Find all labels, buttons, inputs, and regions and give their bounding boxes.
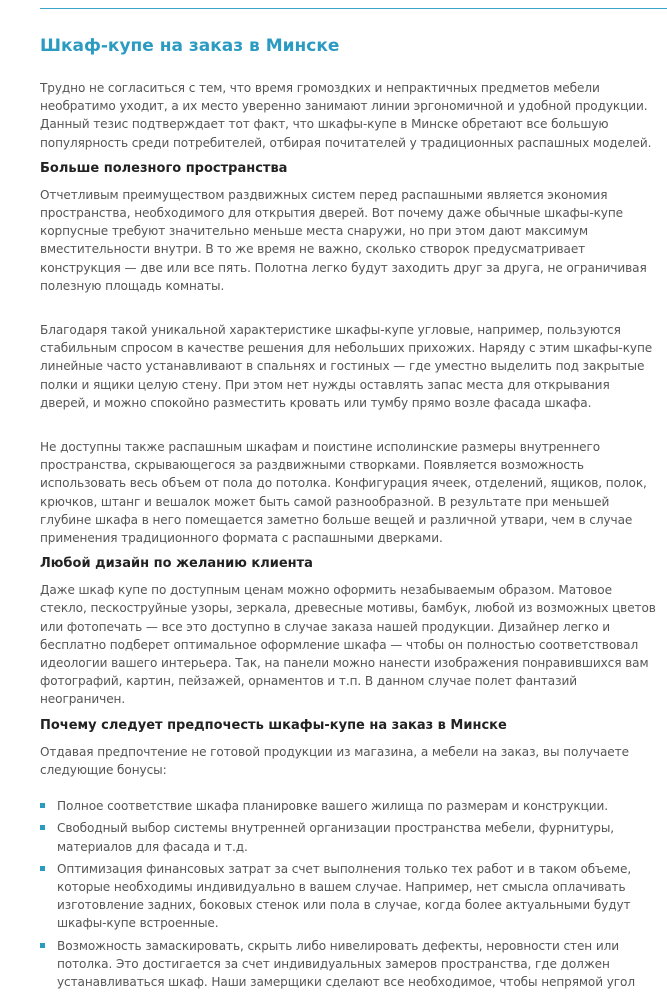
article bbox=[40, 35, 660, 995]
square-bullet-icon bbox=[40, 866, 45, 871]
section-heading-space: Больше полезного пространства bbox=[40, 160, 288, 176]
benefits-list bbox=[40, 797, 660, 991]
list-item-text: Оптимизация финансовых затрат за счет выполнения только тех работ и в таком объеме, которые необходимы индивидуально в вашем случае. Например, нет смысла оплачивать изготовление задних, боковых стенок или пола в случае, когда более актуальными будут шкафы-купе встроенные. bbox=[57, 861, 632, 931]
paragraph: Отчетливым преимуществом раздвижных систем перед распашными является экономия пространства, необходимого для открытия дверей. Вот почему даже обычные шкафы-купе корпусные требуют значительно меньше места снаружи, но при этом дают максимум вместительности внутри. В то же время не важно, сколько створок предусматривает конструкция — две или все пять. Полотна легко будут заходить друг за друга, не ограничивая полезную площадь комнаты. bbox=[40, 187, 647, 293]
page-title: Шкаф-купе на заказ в Минске bbox=[40, 36, 340, 56]
top-divider bbox=[40, 8, 667, 9]
list-item-text: Свободный выбор системы внутренней организации пространства мебели, фурнитуры, материалов для фасада и т.д. bbox=[57, 821, 615, 854]
paragraph: Благодаря такой уникальной характеристике шкафы-купе угловые, например, пользуются стабильным спросом в качестве решения для небольших прихожих. Наряду с этим шкафы-купе линейные часто устанавливают в спальнях и гостиных — где уместно выделить под закрытые полки и ящики целую стену. При этом нет нужды оставлять запас места для открывания дверей, и можно спокойно разместить кровать или тумбу прямо возле фасада шкафа. bbox=[40, 323, 653, 410]
section-heading-design: Любой дизайн по желанию клиента bbox=[40, 556, 313, 572]
list-item bbox=[40, 937, 660, 992]
paragraph: Отдавая предпочтение не готовой продукции из магазина, а мебели на заказ, вы получаете следующие бонусы: bbox=[40, 744, 629, 777]
list-item bbox=[40, 797, 660, 815]
list-item-text: Возможность замаскировать, скрыть либо нивелировать дефекты, неровности стен или потолка. Это достигается за счет индивидуальных замеров пространства, где должен устанавливаться шкаф. Наши замерщики сделают все необходимое, чтобы непрямой угол bbox=[57, 938, 635, 989]
intro-paragraph: Трудно не согласиться с тем, что время громоздких и непрактичных предметов мебели необратимо уходит, а их место уверенно занимают линии эргономичной и удобной продукции. Данный тезис подтверждает тот факт, что шкафы-купе в Минске обретают все большую популярность среди потребителей, отбирая почитателей у традиционных распашных моделей. bbox=[40, 81, 652, 150]
square-bullet-icon bbox=[40, 803, 45, 808]
square-bullet-icon bbox=[40, 825, 45, 830]
square-bullet-icon bbox=[40, 943, 45, 948]
list-item-text: Полное соответствие шкафа планировке вашего жилища по размерам и конструкции. bbox=[57, 799, 609, 814]
list-item bbox=[40, 860, 660, 933]
paragraph: Не доступны также распашным шкафам и поистине исполинские размеры внутреннего пространства, скрывающегося за раздвижными створками. Появляется возможность использовать весь объем от пола до потолка. Конфигурация ячеек, отделений, ящиков, полок, крючков, штанг и вешалок может быть самой разнообразной. В результате при меньшей глубине шкафа в него помещается заметно больше вещей и различной утвари, чем в случае применения традиционного формата с распашными дверками. bbox=[40, 440, 647, 546]
section-heading-why: Почему следует предпочесть шкафы-купе на заказ в Минске bbox=[40, 717, 507, 733]
list-item bbox=[40, 819, 660, 855]
paragraph: Даже шкаф купе по доступным ценам можно оформить незабываемым образом. Матовое стекло, пескоструйные узоры, зеркала, древесные мотивы, бамбук, любой из возможных цветов или фотопечать — все это доступно в случае заказа нашей продукции. Дизайнер легко и бесплатно подберет оптимальное оформление шкафа — чтобы он полностью соответствовал идеологии вашего интерьера. Так, на панели можно нанести изображения понравившихся вам фотографий, картин, пейзажей, орнаментов и т.п. В данном случае полет фантазий неограничен. bbox=[40, 583, 656, 707]
